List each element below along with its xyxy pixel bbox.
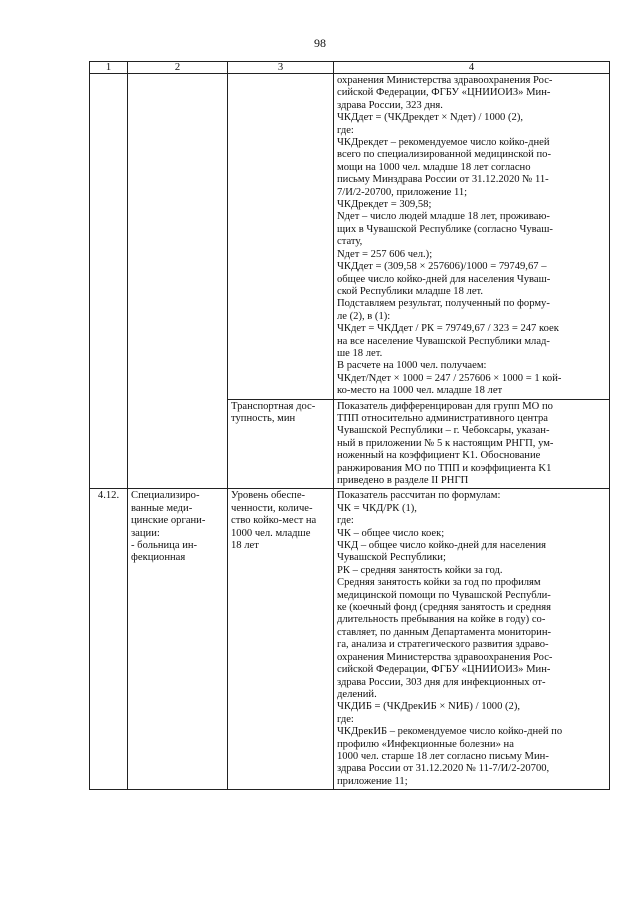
text-line: ЧКДдет = (309,58 × 257606)/1000 = 79749,67 – — [337, 261, 547, 273]
text-line: общее число койко-дней для населения Чуваш- — [337, 273, 551, 285]
indicator-cell — [228, 399, 334, 489]
text-line: ко-место на 1000 чел. младше 18 лет — [337, 385, 503, 397]
column-number: 3 — [228, 62, 334, 74]
text-line: тупность, мин — [231, 412, 296, 424]
text-line: приложение 11; — [337, 775, 408, 787]
text-line: 1000 чел. старше 18 лет согласно письму Мин- — [337, 750, 549, 762]
text-line: здрава России, 323 дня. — [337, 99, 443, 111]
text-line: ноженный на коэффициент K1. Обоснование — [337, 450, 541, 462]
text-line: Транспортная дос- — [231, 400, 316, 412]
calculation-text-cell — [334, 489, 610, 790]
text-line: Показатель рассчитан по формулам: — [337, 490, 501, 502]
text-line: ный в приложении № 5 к настоящим РНГП, ум- — [337, 437, 554, 449]
text-line: ЧКДдет = (ЧКДрекдет × Nдет) / 1000 (2), — [337, 112, 523, 124]
text-line: зации: — [131, 527, 160, 539]
text-line: ЧКД – общее число койко-дней для населения — [337, 540, 546, 552]
text-line: длительность пребывания на койке в году) со- — [337, 614, 546, 626]
text-line: фекционная — [131, 552, 186, 564]
row-number-cell: 4.12. — [90, 489, 128, 790]
text-line: ченности, количе- — [231, 502, 313, 514]
text-line: ЧКдет/Nдет × 1000 = 247 / 257606 × 1000 = 1 кой- — [337, 372, 562, 384]
text-line: медицинской помощи по Чувашской Республи- — [337, 589, 551, 601]
table-cell — [128, 74, 228, 489]
text-line: ранжирования МО по ТПП и коэффициента K1 — [337, 462, 552, 474]
table-cell — [90, 74, 128, 489]
text-line: ЧКДИБ = (ЧКДрекИБ × NИБ) / 1000 (2), — [337, 701, 521, 713]
text-line: га, анализа и стратегического развития здраво- — [337, 639, 549, 651]
text-line: делений. — [337, 688, 377, 700]
table-row — [90, 489, 610, 790]
text-line: ке (коечный фонд (средняя занятость и средняя — [337, 602, 552, 614]
text-line: ЧК = ЧКД/РК (1), — [337, 502, 417, 514]
indicator-cell — [228, 489, 334, 790]
text-line: РК – средняя занятость койки за год. — [337, 564, 503, 576]
text-line: В расчете на 1000 чел. получаем: — [337, 360, 487, 372]
text-line: здрава России, 303 дня для инфекционных от- — [337, 676, 546, 688]
text-line: приведено в разделе II РНГП — [337, 475, 469, 486]
norms-table — [89, 61, 610, 790]
column-number-row — [90, 62, 610, 74]
page-number: 98 — [314, 36, 326, 50]
text-line: сийской Федерации, ФГБУ «ЦНИИОИЗ» Мин- — [337, 664, 551, 676]
calculation-text-cell — [334, 74, 610, 400]
text-line: всего по специализированной медицинской по- — [337, 149, 551, 161]
text-line: где: — [337, 713, 354, 725]
text-line: Средняя занятость койки за год по профилям — [337, 577, 541, 589]
text-line: Уровень обеспе- — [231, 490, 306, 502]
text-line: сийской Федерации, ФГБУ «ЦНИИОИЗ» Мин- — [337, 87, 551, 99]
facility-type-cell — [128, 489, 228, 790]
text-line: Nдет – число людей младше 18 лет, проживаю- — [337, 211, 550, 223]
text-line: ЧКДрекИБ – рекомендуемое число койко-дней по — [337, 726, 563, 738]
text-line: цинские органи- — [131, 515, 206, 527]
text-line: профилю «Инфекционные болезни» на — [337, 738, 514, 750]
text-line: здрава России от 31.12.2020 № 11-7/И/2-20700, — [337, 763, 550, 775]
text-line: где: — [337, 515, 354, 527]
text-line: на все население Чувашской Республики млад- — [337, 335, 550, 347]
text-line: 1000 чел. младше — [231, 527, 311, 539]
text-line: - больница ин- — [131, 540, 198, 552]
text-line: ше 18 лет. — [337, 347, 383, 359]
text-line: ЧКДрекдет = 309,58; — [337, 199, 432, 211]
text-line: ле (2), в (1): — [337, 310, 391, 322]
column-number: 1 — [90, 62, 128, 74]
text-line: ТПП относительно административного центра — [337, 412, 548, 424]
text-line: Nдет = 257 606 чел.); — [337, 248, 433, 260]
column-number: 4 — [334, 62, 610, 74]
text-line: Специализиро- — [131, 490, 200, 502]
text-line: мощи на 1000 чел. младше 18 лет согласно — [337, 161, 531, 173]
text-line: охранения Министерства здравоохранения Рос- — [337, 651, 553, 663]
text-line: Чувашской Республики; — [337, 552, 446, 564]
table-cell — [228, 74, 334, 400]
text-line: Подставляем результат, полученный по форму- — [337, 298, 550, 310]
text-line: ванные меди- — [131, 502, 193, 514]
text-line: ЧКДрекдет – рекомендуемое число койко-дней — [337, 137, 550, 149]
text-line: где: — [337, 124, 354, 136]
text-line: 7/И/2-20700, приложение 11; — [337, 186, 468, 198]
text-line: Чувашской Республики – г. Чебоксары, указан- — [337, 425, 550, 437]
text-line: ЧКдет = ЧКДдет / РК = 79749,67 / 323 = 247 коек — [337, 323, 559, 335]
text-line: щих в Чувашской Республике (согласно Чуваш- — [337, 223, 553, 235]
column-number: 2 — [128, 62, 228, 74]
text-line: ство койко-мест на — [231, 515, 317, 527]
text-line: 18 лет — [231, 540, 259, 552]
table-row — [90, 74, 610, 400]
text-line: ставляет, по данным Департамента мониторин- — [337, 626, 552, 638]
text-line: стату, — [337, 236, 363, 248]
text-line: Показатель дифференцирован для групп МО по — [337, 400, 553, 412]
text-line: охранения Министерства здравоохранения Рос- — [337, 75, 553, 86]
text-line: ЧК – общее число коек; — [337, 527, 445, 539]
calculation-text-cell — [334, 399, 610, 489]
text-line: письму Минздрава России от 31.12.2020 № 11- — [337, 174, 549, 186]
text-line: ской Республики младше 18 лет. — [337, 285, 484, 297]
